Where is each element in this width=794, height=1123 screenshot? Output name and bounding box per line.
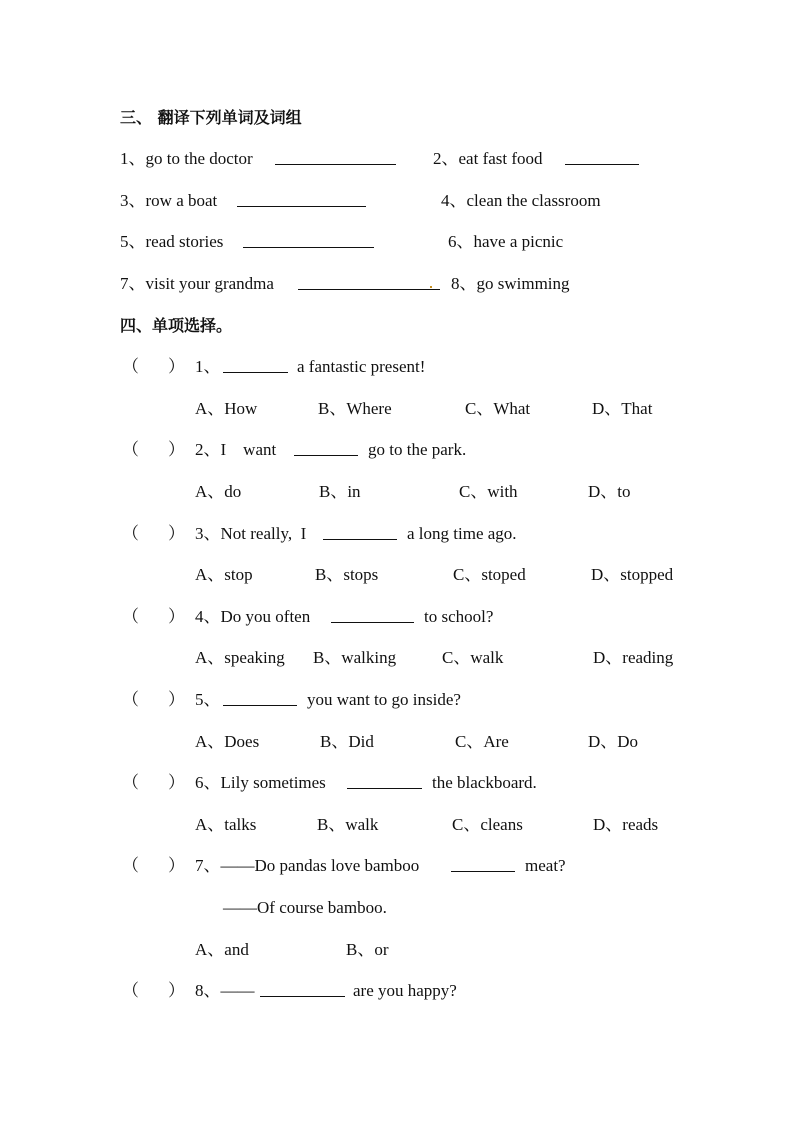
paren-open: （: [122, 981, 139, 1000]
paren-open: （: [122, 690, 139, 709]
option-c[interactable]: C、Are: [455, 732, 509, 751]
question-4-options: [0, 646, 674, 670]
translate-row-2: [0, 189, 601, 213]
question-stem-end: a long time ago.: [407, 524, 517, 543]
paren-close: ）: [168, 690, 185, 709]
option-a[interactable]: A、talks: [195, 815, 257, 834]
question-stem: 1、: [195, 357, 221, 376]
answer-blank[interactable]: [565, 164, 639, 165]
question-8: [0, 979, 457, 1003]
translate-item-5: 5、read stories: [120, 232, 224, 251]
option-d[interactable]: D、reading: [593, 648, 674, 667]
answer-blank[interactable]: [237, 206, 366, 207]
question-7-answer: [0, 896, 387, 920]
option-d[interactable]: D、stopped: [591, 565, 674, 584]
paren-close: ）: [168, 773, 185, 792]
option-b[interactable]: B、in: [319, 482, 361, 501]
question-5: [0, 688, 461, 712]
question-stem-end: you want to go inside?: [307, 690, 461, 709]
question-stem: 3、Not really, I: [195, 524, 307, 543]
answer-blank[interactable]: [294, 455, 358, 456]
translate-item-1: 1、go to the doctor: [120, 149, 253, 168]
answer-blank[interactable]: [260, 996, 345, 997]
paren-open: （: [122, 773, 139, 792]
option-d[interactable]: D、to: [588, 482, 631, 501]
translate-row-1: [0, 147, 543, 171]
question-6: [0, 771, 537, 795]
question-stem: 8、——: [195, 981, 255, 1000]
question-7: [0, 854, 566, 878]
paren-close: ）: [168, 856, 185, 875]
question-3-options: [0, 563, 674, 587]
answer-blank[interactable]: [451, 871, 515, 872]
option-d[interactable]: D、That: [592, 399, 653, 418]
paren-open: （: [122, 357, 139, 376]
question-stem: 5、: [195, 690, 221, 709]
section-3-heading: 三、 翻译下列单词及词组: [120, 108, 302, 127]
question-5-options: [0, 730, 639, 754]
option-a[interactable]: A、do: [195, 482, 242, 501]
paren-open: （: [122, 607, 139, 626]
question-2-options: [0, 480, 631, 504]
question-2: [0, 438, 467, 462]
translate-item-2: 2、eat fast food: [433, 149, 543, 168]
option-c[interactable]: C、with: [459, 482, 518, 501]
translate-item-3: 3、row a boat: [120, 191, 218, 210]
dialogue-answer: ——Of course bamboo.: [223, 898, 387, 917]
answer-blank[interactable]: [275, 164, 396, 165]
question-stem-end: go to the park.: [368, 440, 467, 459]
translate-row-4: [0, 272, 570, 296]
translate-item-8: 8、go swimming: [451, 274, 570, 293]
translate-item-4: 4、clean the classroom: [441, 191, 601, 210]
paren-close: ）: [168, 440, 185, 459]
question-stem: 7、——Do pandas love bamboo: [195, 856, 420, 875]
option-b[interactable]: B、Where: [318, 399, 392, 418]
option-a[interactable]: A、Does: [195, 732, 260, 751]
option-a[interactable]: A、and: [195, 940, 249, 959]
option-d[interactable]: D、reads: [593, 815, 659, 834]
option-b[interactable]: B、or: [346, 940, 389, 959]
option-c[interactable]: C、stoped: [453, 565, 526, 584]
answer-blank[interactable]: [331, 622, 414, 623]
question-stem-end: a fantastic present!: [297, 357, 426, 376]
option-d[interactable]: D、Do: [588, 732, 639, 751]
option-a[interactable]: A、stop: [195, 565, 253, 584]
option-b[interactable]: B、walk: [317, 815, 379, 834]
answer-blank[interactable]: [223, 372, 288, 373]
option-c[interactable]: C、walk: [442, 648, 504, 667]
answer-blank[interactable]: [243, 247, 374, 248]
question-4: [0, 605, 494, 629]
translate-row-3: [0, 230, 564, 254]
answer-blank[interactable]: [298, 289, 440, 290]
paren-close: ）: [168, 524, 185, 543]
option-b[interactable]: B、Did: [320, 732, 374, 751]
question-stem: 6、Lily sometimes: [195, 773, 326, 792]
option-c[interactable]: C、What: [465, 399, 531, 418]
question-1-options: [0, 397, 653, 421]
question-6-options: [0, 813, 659, 837]
question-stem-end: are you happy?: [353, 981, 457, 1000]
paren-open: （: [122, 524, 139, 543]
question-stem: 4、Do you often: [195, 607, 311, 626]
question-1: [0, 355, 426, 379]
translate-item-7: 7、visit your grandma: [120, 274, 274, 293]
section-3-heading-row: [0, 106, 302, 130]
option-a[interactable]: A、speaking: [195, 648, 285, 667]
section-4-heading: 四、单项选择。: [120, 316, 233, 335]
paren-open: （: [122, 440, 139, 459]
answer-blank[interactable]: [347, 788, 422, 789]
paren-close: ）: [168, 981, 185, 1000]
section-4-heading-row: [0, 314, 233, 338]
answer-blank[interactable]: [223, 705, 297, 706]
question-3: [0, 522, 517, 546]
question-7-options: [0, 938, 389, 962]
answer-blank[interactable]: [323, 539, 397, 540]
stray-mark: [430, 286, 432, 288]
question-stem: 2、I want: [195, 440, 277, 459]
option-b[interactable]: B、walking: [313, 648, 397, 667]
translate-item-6: 6、have a picnic: [448, 232, 564, 251]
paren-open: （: [122, 856, 139, 875]
option-a[interactable]: A、How: [195, 399, 258, 418]
question-stem-end: the blackboard.: [432, 773, 537, 792]
paren-close: ）: [168, 607, 185, 626]
question-stem-end: meat?: [525, 856, 566, 875]
paren-close: ）: [168, 357, 185, 376]
option-b[interactable]: B、stops: [315, 565, 379, 584]
option-c[interactable]: C、cleans: [452, 815, 523, 834]
question-stem-end: to school?: [424, 607, 494, 626]
